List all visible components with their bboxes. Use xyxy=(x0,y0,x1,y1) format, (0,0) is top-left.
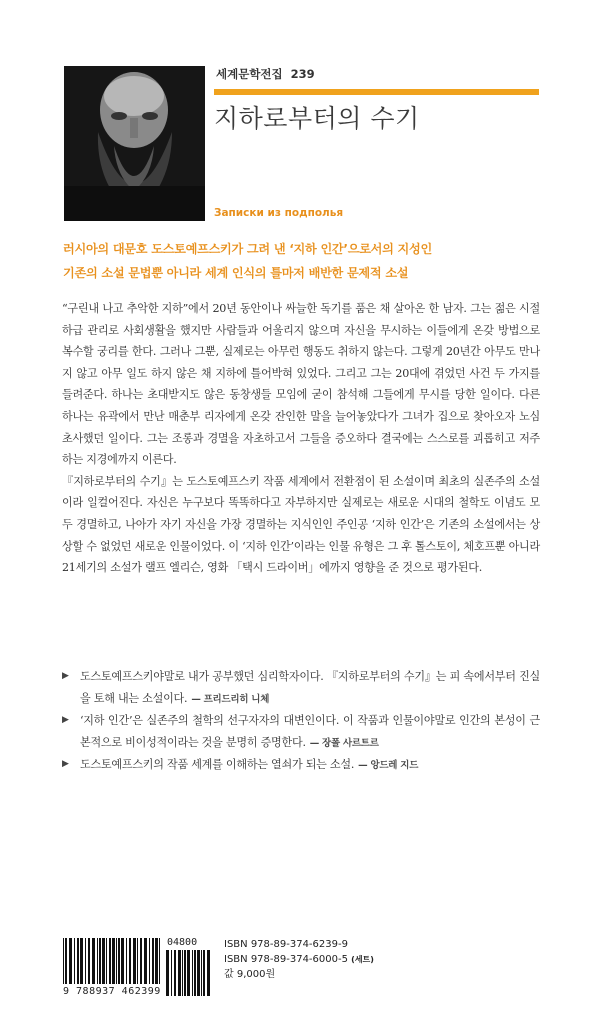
isbn-line: ISBN 978-89-374-6000-5 xyxy=(224,954,348,965)
lead-line: 기존의 소설 문법뿐 아니라 세계 인식의 틀마저 배반한 문제적 소설 xyxy=(63,266,409,280)
price: 값 9,000원 xyxy=(224,969,276,980)
series-number: 239 xyxy=(290,67,315,81)
barcode-bar xyxy=(187,950,190,996)
quote-text: 도스토예프스키의 작품 세계를 이해하는 열쇠가 되는 소설. xyxy=(80,758,355,772)
barcode-bar xyxy=(192,950,193,996)
barcode-bar xyxy=(112,938,115,984)
isbn-set-note: (세트) xyxy=(351,955,374,964)
barcode-bar xyxy=(144,938,147,984)
quote-text: ‘지하 인간’은 실존주의 철학의 선구자자의 대변인이다. 이 작품과 인물이야말로 인간의 본성이 근본적으로 비이성적이라는 것을 분명히 증명한다. xyxy=(80,714,540,749)
quote-source: — 앙드레 지드 xyxy=(358,760,419,772)
isbn-line: ISBN 978-89-374-6239-9 xyxy=(224,939,348,950)
barcode-bar xyxy=(118,938,120,984)
barcode-bar xyxy=(121,938,124,984)
isbn-block xyxy=(224,937,374,982)
quote-source: — 장폴 사르트르 xyxy=(309,737,379,749)
barcode-bar xyxy=(182,950,183,996)
barcode-bar xyxy=(88,938,90,984)
synopsis xyxy=(62,298,540,579)
original-title: Записки из подполья xyxy=(214,207,344,219)
barcode-bar xyxy=(166,950,169,996)
barcode-addon-digits: 04800 xyxy=(167,937,198,948)
barcode-bar xyxy=(99,938,101,984)
synopsis-paragraph: 『지하로부터의 수기』는 도스토예프스키 작품 세계에서 전환점이 된 소설이며 최초의 실존주의 소설이라 일컬어진다. 자신은 누구보다 똑똑하다고 자부하지만 실제로는 새로운 시대의 철학도 이념도 모두 경멸하고, 나아가 자기 자신을 가장 경멸하는 지식인인 주인공 ‘지하 인간’은 기존의 소설에서는 상상할 수 없었던 새로운 인물이었다. 이 ‘지하 인간’이라는 인물 유형은 그 후 톨스토이, 체호프뿐 아니라 21세기의 소설가 랠프 엘리슨, 영화 「택시 드라이버」에까지 영향을 준 것으로 평가된다. xyxy=(62,474,540,575)
quote-item xyxy=(62,710,540,754)
barcode-bar xyxy=(63,938,64,984)
quote-source: — 프리드리히 니체 xyxy=(191,693,270,705)
barcode-bar xyxy=(129,938,131,984)
author-portrait xyxy=(64,66,205,221)
review-quotes xyxy=(62,666,540,777)
portrait-image xyxy=(64,66,205,221)
barcode-bar xyxy=(133,938,136,984)
barcode-bar xyxy=(126,938,127,984)
lead-line: 러시아의 대문호 도스토예프스키가 그려 낸 ‘지하 인간’으로서의 지성인 xyxy=(63,242,432,256)
barcode-bar xyxy=(140,938,142,984)
barcode-bar xyxy=(184,950,186,996)
barcode-digits: 9 788937 462399 xyxy=(63,986,161,997)
barcode-bar xyxy=(137,938,138,984)
quote-item xyxy=(62,754,540,777)
barcode-bars xyxy=(63,938,163,986)
triangle-bullet-icon: ▶ xyxy=(62,759,69,770)
barcode-bar xyxy=(155,938,158,984)
barcode-bar xyxy=(102,938,105,984)
quote-text: 도스토예프스키야말로 내가 공부했던 심리학자이다. 『지하로부터의 수기』는 피 속에서부터 진실을 토해 내는 소설이다. xyxy=(80,670,540,705)
barcode-bar xyxy=(97,938,98,984)
barcode-bar xyxy=(85,938,86,984)
barcode-bar xyxy=(207,950,210,996)
lead-text xyxy=(63,237,543,285)
barcode-bar xyxy=(152,938,154,984)
barcode-bar xyxy=(65,938,67,984)
barcode-bar xyxy=(197,950,200,996)
quote-item xyxy=(62,666,540,710)
barcode-bar xyxy=(74,938,75,984)
isbn-line-set xyxy=(224,952,374,967)
barcode-bar xyxy=(69,938,72,984)
synopsis-paragraph: “구린내 나고 추악한 지하”에서 20년 동안이나 싸늘한 독기를 품은 채 살아온 한 남자. 그는 젊은 시절 하급 관리로 사회생활을 했지만 사람들과 어울리지 않으며 자신을 무시하는 이들에게 온갖 방법으로 복수할 궁리를 한다. 그러나 그뿐, 실제로는 아무런 행동도 취하지 않는다. 그렇게 20년간 아무도 만나지 않고 아무 일도 하지 않은 채 지하에 틀어박혀 있었다. 그리고 그는 20대에 겪었던 사건 두 가지를 들려준다. 하나는 초대받지도 않은 동창생들 모임에 굳이 참석해 그들에게 무시를 당한 일이다. 다른 하나는 유곽에서 만난 매춘부 리자에게 온갖 잔인한 말을 늘어놓았다가 그녀가 집으로 찾아오자 노심초사했던 일이다. 그는 조롱과 경멸을 자초하고서 그들을 증오하다 결국에는 스스로를 괴롭히고 저주하는 지경에까지 이른다. xyxy=(62,302,540,467)
series-name: 세계문학전집 xyxy=(216,67,283,81)
barcode-bar xyxy=(201,950,202,996)
barcode-addon-bars xyxy=(166,950,214,996)
barcode-bar xyxy=(149,938,150,984)
triangle-bullet-icon: ▶ xyxy=(62,671,69,681)
series-label xyxy=(216,66,315,82)
book-title: 지하로부터의 수기 xyxy=(214,104,420,133)
barcode-bar xyxy=(194,950,196,996)
barcode-bar xyxy=(203,950,205,996)
barcode-bar xyxy=(178,950,181,996)
barcode-bar xyxy=(116,938,117,984)
barcode-bar xyxy=(174,950,176,996)
barcode-bar xyxy=(159,938,160,984)
barcode-bar xyxy=(171,950,172,996)
triangle-bullet-icon: ▶ xyxy=(62,715,69,726)
barcode-bar xyxy=(80,938,83,984)
orange-divider xyxy=(214,89,539,95)
barcode-bar xyxy=(106,938,107,984)
barcode-bar xyxy=(92,938,95,984)
barcode-bar xyxy=(77,938,79,984)
barcode-bar xyxy=(109,938,111,984)
